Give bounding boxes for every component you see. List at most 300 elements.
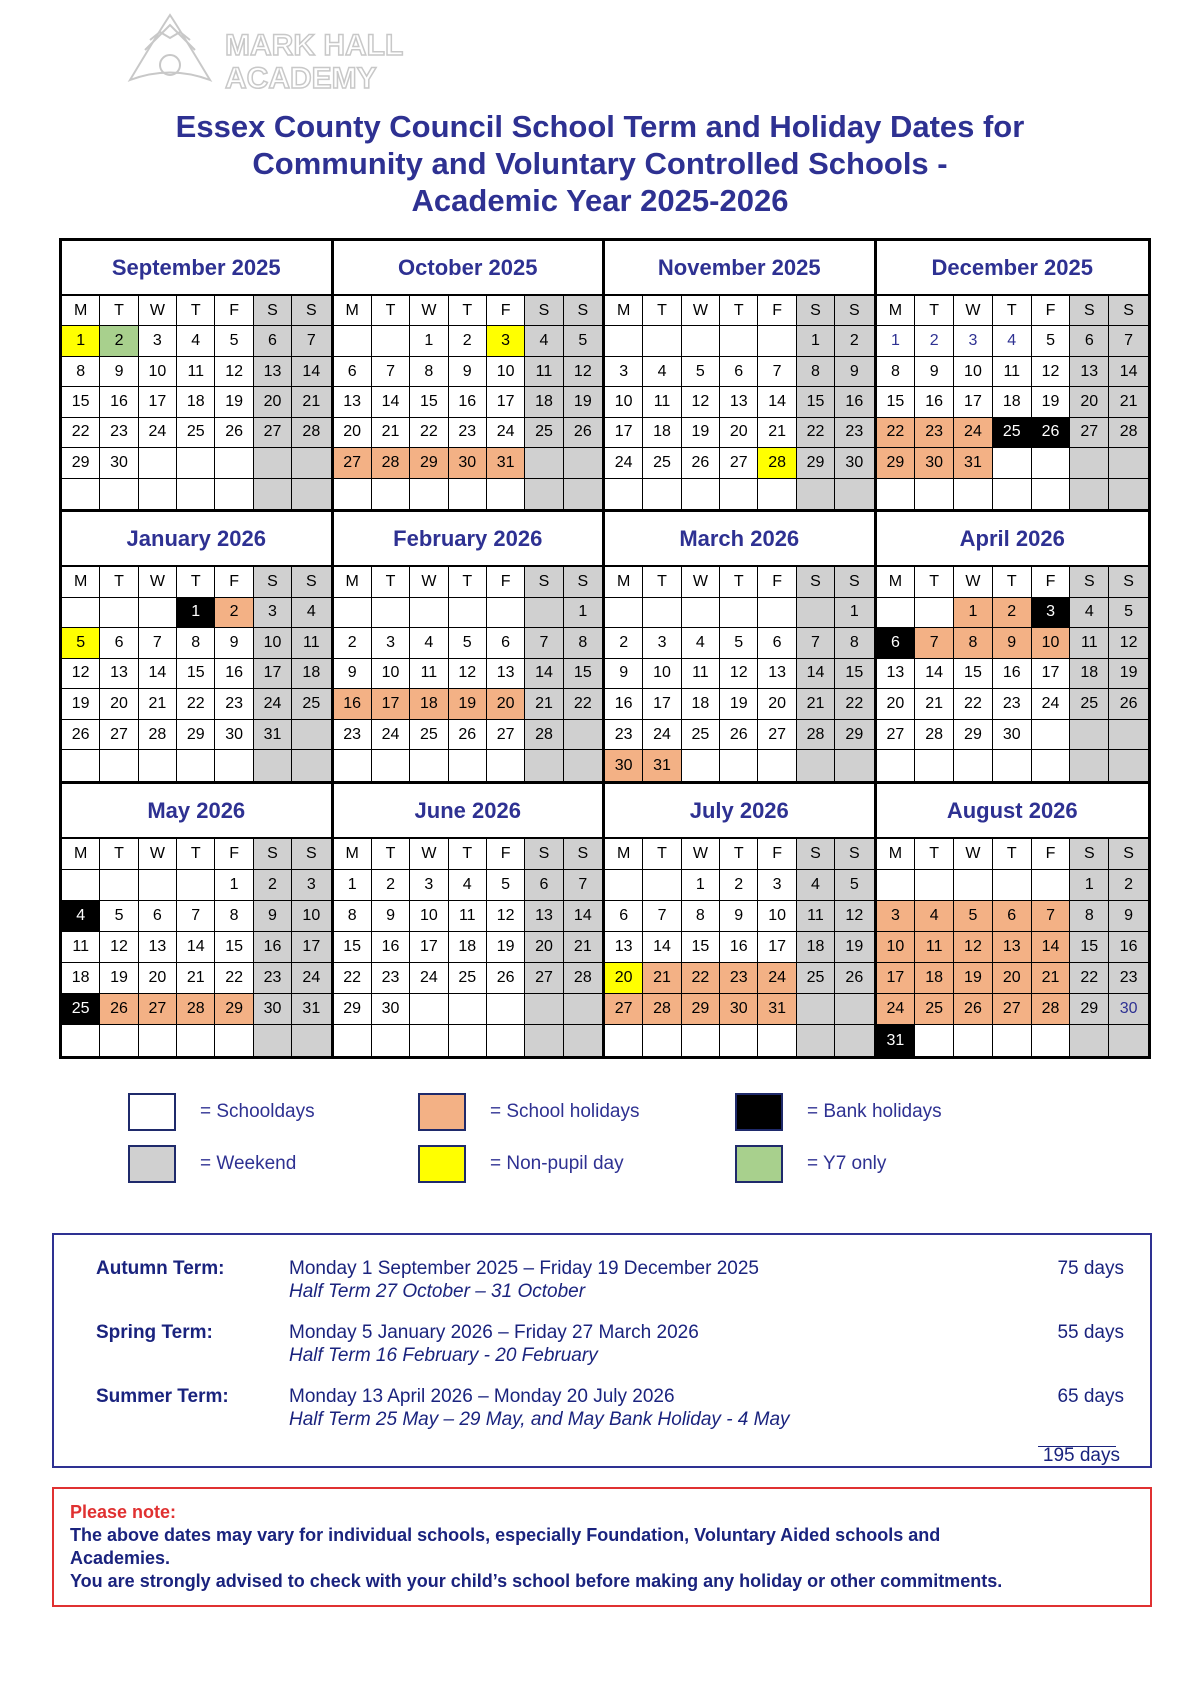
weekday-header: S bbox=[797, 567, 835, 598]
legend-label: = Non-pupil day bbox=[490, 1153, 624, 1174]
please-note-box bbox=[52, 1487, 1152, 1607]
day-cell: 25 bbox=[682, 720, 720, 751]
day-cell: 8 bbox=[564, 628, 602, 659]
note-line-2: Academies. bbox=[70, 1548, 171, 1568]
day-cell: 2 bbox=[720, 870, 758, 901]
empty-day-cell bbox=[643, 479, 681, 509]
weekday-header: T bbox=[449, 567, 487, 598]
empty-day-cell bbox=[487, 750, 525, 781]
empty-day-cell bbox=[100, 479, 138, 509]
day-cell: 10 bbox=[410, 901, 448, 932]
day-cell: 12 bbox=[100, 932, 138, 963]
day-cell: 7 bbox=[292, 326, 330, 356]
weekday-header: T bbox=[720, 567, 758, 598]
day-cell: 10 bbox=[254, 628, 292, 659]
day-cell: 25 bbox=[292, 689, 330, 720]
day-cell: 19 bbox=[954, 963, 993, 994]
empty-day-cell bbox=[564, 448, 602, 478]
term-half-term: Half Term 27 October – 31 October bbox=[289, 1281, 586, 1302]
day-cell: 13 bbox=[100, 659, 138, 690]
day-cell: 17 bbox=[877, 963, 916, 994]
day-cell: 7 bbox=[1109, 326, 1148, 356]
day-cell: 1 bbox=[215, 870, 253, 901]
day-cell: 25 bbox=[410, 720, 448, 751]
day-cell: 5 bbox=[835, 870, 873, 901]
day-cell: 29 bbox=[954, 720, 993, 751]
day-cell: 21 bbox=[564, 932, 602, 963]
month-september-2025 bbox=[62, 241, 334, 512]
day-cell: 20 bbox=[100, 689, 138, 720]
day-cell: 29 bbox=[410, 448, 448, 478]
day-cell: 27 bbox=[605, 994, 643, 1025]
empty-day-cell bbox=[993, 750, 1032, 781]
empty-day-cell bbox=[605, 870, 643, 901]
term-dates: Monday 13 April 2026 – Monday 20 July 2026 bbox=[289, 1386, 675, 1407]
weekday-header: M bbox=[62, 567, 100, 598]
day-cell: 28 bbox=[1109, 418, 1148, 448]
day-cell: 20 bbox=[720, 418, 758, 448]
weekday-header: S bbox=[835, 567, 873, 598]
empty-day-cell bbox=[797, 479, 835, 509]
day-cell: 24 bbox=[487, 418, 525, 448]
weekday-header: T bbox=[993, 296, 1032, 326]
day-cell: 31 bbox=[487, 448, 525, 478]
day-cell: 13 bbox=[334, 387, 372, 417]
weekday-header: S bbox=[292, 296, 330, 326]
calendar-grid bbox=[59, 238, 1151, 1059]
legend-label: = Y7 only bbox=[807, 1153, 887, 1174]
day-cell: 16 bbox=[993, 659, 1032, 690]
day-cell: 24 bbox=[877, 994, 916, 1025]
day-cell: 11 bbox=[449, 901, 487, 932]
empty-day-cell bbox=[292, 479, 330, 509]
day-cell: 21 bbox=[177, 963, 215, 994]
day-cell: 13 bbox=[525, 901, 563, 932]
day-cell: 9 bbox=[100, 357, 138, 387]
empty-day-cell bbox=[605, 1025, 643, 1056]
day-cell: 24 bbox=[292, 963, 330, 994]
weekday-header: M bbox=[334, 567, 372, 598]
weekday-header: S bbox=[1070, 296, 1109, 326]
weekday-header: M bbox=[605, 839, 643, 870]
day-cell: 13 bbox=[487, 659, 525, 690]
legend-label: = Weekend bbox=[200, 1153, 297, 1174]
empty-day-cell bbox=[1109, 720, 1148, 751]
day-cell: 12 bbox=[564, 357, 602, 387]
weekday-header: T bbox=[100, 296, 138, 326]
day-cell: 2 bbox=[449, 326, 487, 356]
day-cell: 23 bbox=[100, 418, 138, 448]
empty-day-cell bbox=[449, 750, 487, 781]
day-cell: 9 bbox=[215, 628, 253, 659]
day-cell: 5 bbox=[449, 628, 487, 659]
day-cell: 26 bbox=[835, 963, 873, 994]
empty-day-cell bbox=[334, 750, 372, 781]
day-cell: 11 bbox=[525, 357, 563, 387]
weekday-header: T bbox=[449, 296, 487, 326]
day-cell: 30 bbox=[993, 720, 1032, 751]
day-cell: 19 bbox=[835, 932, 873, 963]
day-cell: 14 bbox=[139, 659, 177, 690]
month-days bbox=[605, 839, 874, 1056]
day-cell: 9 bbox=[605, 659, 643, 690]
weekday-header: W bbox=[682, 296, 720, 326]
weekday-header: F bbox=[758, 567, 796, 598]
empty-day-cell bbox=[292, 448, 330, 478]
day-cell: 29 bbox=[835, 720, 873, 751]
day-cell: 21 bbox=[292, 387, 330, 417]
day-cell: 31 bbox=[292, 994, 330, 1025]
empty-day-cell bbox=[758, 479, 796, 509]
empty-day-cell bbox=[954, 750, 993, 781]
day-cell: 6 bbox=[877, 628, 916, 659]
day-cell: 12 bbox=[1032, 357, 1071, 387]
weekday-header: S bbox=[564, 296, 602, 326]
weekday-header: W bbox=[410, 567, 448, 598]
empty-day-cell bbox=[215, 479, 253, 509]
day-cell: 17 bbox=[1032, 659, 1071, 690]
empty-day-cell bbox=[410, 994, 448, 1025]
day-cell: 21 bbox=[915, 689, 954, 720]
day-cell: 20 bbox=[877, 689, 916, 720]
day-cell: 19 bbox=[564, 387, 602, 417]
weekday-header: W bbox=[954, 839, 993, 870]
empty-day-cell bbox=[372, 479, 410, 509]
day-cell: 22 bbox=[835, 689, 873, 720]
day-cell: 9 bbox=[254, 901, 292, 932]
empty-day-cell bbox=[564, 720, 602, 751]
note-heading: Please note: bbox=[70, 1502, 177, 1522]
empty-day-cell bbox=[139, 750, 177, 781]
term-name: Summer Term: bbox=[96, 1386, 229, 1407]
weekday-header: W bbox=[139, 296, 177, 326]
empty-day-cell bbox=[1070, 750, 1109, 781]
day-cell: 26 bbox=[682, 448, 720, 478]
empty-day-cell bbox=[177, 448, 215, 478]
weekday-header: W bbox=[410, 296, 448, 326]
weekday-header: M bbox=[605, 296, 643, 326]
empty-day-cell bbox=[993, 1025, 1032, 1056]
month-title: May 2026 bbox=[62, 784, 331, 839]
empty-day-cell bbox=[177, 479, 215, 509]
day-cell: 11 bbox=[797, 901, 835, 932]
weekday-header: F bbox=[758, 839, 796, 870]
day-cell: 22 bbox=[177, 689, 215, 720]
day-cell: 1 bbox=[682, 870, 720, 901]
day-cell: 10 bbox=[1032, 628, 1071, 659]
month-title: April 2026 bbox=[877, 512, 1149, 567]
day-cell: 6 bbox=[1070, 326, 1109, 356]
day-cell: 17 bbox=[487, 387, 525, 417]
day-cell: 3 bbox=[139, 326, 177, 356]
month-days bbox=[877, 296, 1149, 509]
day-cell: 5 bbox=[954, 901, 993, 932]
day-cell: 8 bbox=[215, 901, 253, 932]
day-cell: 14 bbox=[372, 387, 410, 417]
weekday-header: S bbox=[1070, 567, 1109, 598]
month-june-2026 bbox=[334, 784, 606, 1056]
empty-day-cell bbox=[758, 1025, 796, 1056]
day-cell: 23 bbox=[720, 963, 758, 994]
day-cell: 23 bbox=[835, 418, 873, 448]
empty-day-cell bbox=[1109, 750, 1148, 781]
day-cell: 5 bbox=[100, 901, 138, 932]
day-cell: 4 bbox=[643, 357, 681, 387]
month-days bbox=[334, 567, 603, 781]
day-cell: 25 bbox=[1070, 689, 1109, 720]
day-cell: 31 bbox=[954, 448, 993, 478]
weekday-header: T bbox=[993, 839, 1032, 870]
weekday-header: T bbox=[177, 296, 215, 326]
month-days bbox=[605, 567, 874, 781]
day-cell: 21 bbox=[643, 963, 681, 994]
day-cell: 16 bbox=[835, 387, 873, 417]
empty-day-cell bbox=[682, 326, 720, 356]
day-cell: 29 bbox=[1070, 994, 1109, 1025]
empty-day-cell bbox=[720, 326, 758, 356]
month-days bbox=[334, 296, 603, 509]
weekday-header: S bbox=[254, 839, 292, 870]
day-cell: 9 bbox=[915, 357, 954, 387]
term-days: 65 days bbox=[1057, 1386, 1124, 1407]
month-march-2026 bbox=[605, 512, 877, 784]
day-cell: 5 bbox=[62, 628, 100, 659]
weekday-header: M bbox=[62, 296, 100, 326]
day-cell: 7 bbox=[915, 628, 954, 659]
month-title: December 2025 bbox=[877, 241, 1149, 296]
weekday-header: F bbox=[487, 296, 525, 326]
day-cell: 1 bbox=[954, 598, 993, 629]
empty-day-cell bbox=[915, 750, 954, 781]
day-cell: 4 bbox=[177, 326, 215, 356]
day-cell: 7 bbox=[177, 901, 215, 932]
day-cell: 30 bbox=[449, 448, 487, 478]
day-cell: 28 bbox=[525, 720, 563, 751]
month-december-2025 bbox=[877, 241, 1149, 512]
day-cell: 28 bbox=[915, 720, 954, 751]
day-cell: 15 bbox=[215, 932, 253, 963]
empty-day-cell bbox=[564, 1025, 602, 1056]
month-title: September 2025 bbox=[62, 241, 331, 296]
day-cell: 27 bbox=[720, 448, 758, 478]
weekday-header: T bbox=[449, 839, 487, 870]
weekday-header: M bbox=[334, 296, 372, 326]
month-february-2026 bbox=[334, 512, 606, 784]
legend-item-school-holidays bbox=[418, 1093, 639, 1131]
empty-day-cell bbox=[877, 598, 916, 629]
day-cell: 24 bbox=[372, 720, 410, 751]
weekday-header: S bbox=[525, 567, 563, 598]
day-cell: 3 bbox=[372, 628, 410, 659]
svg-text:ACADEMY: ACADEMY bbox=[225, 62, 377, 95]
day-cell: 6 bbox=[525, 870, 563, 901]
day-cell: 27 bbox=[525, 963, 563, 994]
day-cell: 14 bbox=[1109, 357, 1148, 387]
weekday-header: S bbox=[525, 296, 563, 326]
day-cell: 28 bbox=[564, 963, 602, 994]
weekday-header: S bbox=[1109, 296, 1148, 326]
day-cell: 30 bbox=[605, 750, 643, 781]
empty-day-cell bbox=[487, 598, 525, 629]
day-cell: 22 bbox=[1070, 963, 1109, 994]
empty-day-cell bbox=[525, 994, 563, 1025]
empty-day-cell bbox=[334, 598, 372, 629]
day-cell: 17 bbox=[254, 659, 292, 690]
day-cell: 7 bbox=[758, 357, 796, 387]
academy-logo bbox=[120, 10, 450, 100]
day-cell: 23 bbox=[915, 418, 954, 448]
day-cell: 8 bbox=[797, 357, 835, 387]
weekday-header: W bbox=[410, 839, 448, 870]
empty-day-cell bbox=[372, 750, 410, 781]
day-cell: 6 bbox=[758, 628, 796, 659]
day-cell: 2 bbox=[993, 598, 1032, 629]
day-cell: 18 bbox=[993, 387, 1032, 417]
empty-day-cell bbox=[62, 598, 100, 629]
empty-day-cell bbox=[1032, 1025, 1071, 1056]
day-cell: 11 bbox=[62, 932, 100, 963]
empty-day-cell bbox=[372, 326, 410, 356]
day-cell: 25 bbox=[525, 418, 563, 448]
legend-swatch bbox=[418, 1093, 466, 1131]
day-cell: 27 bbox=[100, 720, 138, 751]
term-half-term: Half Term 16 February - 20 February bbox=[289, 1345, 598, 1366]
month-title: March 2026 bbox=[605, 512, 874, 567]
month-title: January 2026 bbox=[62, 512, 331, 567]
empty-day-cell bbox=[100, 870, 138, 901]
day-cell: 17 bbox=[758, 932, 796, 963]
day-cell: 10 bbox=[877, 932, 916, 963]
empty-day-cell bbox=[1032, 720, 1071, 751]
day-cell: 17 bbox=[643, 689, 681, 720]
day-cell: 20 bbox=[605, 963, 643, 994]
empty-day-cell bbox=[372, 1025, 410, 1056]
empty-day-cell bbox=[139, 598, 177, 629]
day-cell: 9 bbox=[449, 357, 487, 387]
empty-day-cell bbox=[1032, 479, 1071, 509]
empty-day-cell bbox=[410, 750, 448, 781]
weekday-header: F bbox=[758, 296, 796, 326]
day-cell: 30 bbox=[915, 448, 954, 478]
day-cell: 31 bbox=[643, 750, 681, 781]
day-cell: 7 bbox=[139, 628, 177, 659]
day-cell: 1 bbox=[877, 326, 916, 356]
day-cell: 8 bbox=[410, 357, 448, 387]
month-days bbox=[877, 839, 1149, 1056]
empty-day-cell bbox=[334, 1025, 372, 1056]
term-days: 75 days bbox=[1057, 1258, 1124, 1279]
empty-day-cell bbox=[605, 326, 643, 356]
day-cell: 22 bbox=[682, 963, 720, 994]
legend-item-y7-only bbox=[735, 1145, 886, 1183]
day-cell: 18 bbox=[410, 689, 448, 720]
day-cell: 10 bbox=[954, 357, 993, 387]
day-cell: 1 bbox=[177, 598, 215, 629]
empty-day-cell bbox=[100, 1025, 138, 1056]
empty-day-cell bbox=[215, 750, 253, 781]
weekday-header: T bbox=[915, 839, 954, 870]
day-cell: 13 bbox=[877, 659, 916, 690]
empty-day-cell bbox=[605, 598, 643, 629]
empty-day-cell bbox=[177, 870, 215, 901]
term-dates-box bbox=[52, 1233, 1152, 1468]
day-cell: 30 bbox=[254, 994, 292, 1025]
legend-swatch bbox=[735, 1145, 783, 1183]
empty-day-cell bbox=[797, 750, 835, 781]
day-cell: 23 bbox=[372, 963, 410, 994]
day-cell: 24 bbox=[254, 689, 292, 720]
day-cell: 18 bbox=[915, 963, 954, 994]
weekday-header: S bbox=[797, 296, 835, 326]
empty-day-cell bbox=[215, 1025, 253, 1056]
month-days bbox=[877, 567, 1149, 781]
day-cell: 15 bbox=[410, 387, 448, 417]
empty-day-cell bbox=[62, 1025, 100, 1056]
empty-day-cell bbox=[877, 750, 916, 781]
month-days bbox=[62, 296, 331, 509]
empty-day-cell bbox=[682, 750, 720, 781]
day-cell: 8 bbox=[682, 901, 720, 932]
empty-day-cell bbox=[643, 1025, 681, 1056]
day-cell: 2 bbox=[835, 326, 873, 356]
day-cell: 16 bbox=[100, 387, 138, 417]
day-cell: 16 bbox=[449, 387, 487, 417]
day-cell: 10 bbox=[487, 357, 525, 387]
weekday-header: F bbox=[1032, 296, 1071, 326]
empty-day-cell bbox=[720, 598, 758, 629]
day-cell: 3 bbox=[1032, 598, 1071, 629]
weekday-header: F bbox=[215, 839, 253, 870]
empty-day-cell bbox=[720, 479, 758, 509]
empty-day-cell bbox=[682, 479, 720, 509]
month-april-2026 bbox=[877, 512, 1149, 784]
month-days bbox=[62, 567, 331, 781]
day-cell: 23 bbox=[1109, 963, 1148, 994]
empty-day-cell bbox=[139, 870, 177, 901]
empty-day-cell bbox=[525, 750, 563, 781]
day-cell: 23 bbox=[993, 689, 1032, 720]
empty-day-cell bbox=[835, 479, 873, 509]
day-cell: 18 bbox=[62, 963, 100, 994]
day-cell: 27 bbox=[877, 720, 916, 751]
empty-day-cell bbox=[1032, 870, 1071, 901]
month-january-2026 bbox=[62, 512, 334, 784]
weekday-header: M bbox=[877, 296, 916, 326]
month-title: June 2026 bbox=[334, 784, 603, 839]
empty-day-cell bbox=[564, 750, 602, 781]
weekday-header: M bbox=[62, 839, 100, 870]
day-cell: 24 bbox=[139, 418, 177, 448]
day-cell: 13 bbox=[605, 932, 643, 963]
day-cell: 2 bbox=[605, 628, 643, 659]
weekday-header: T bbox=[372, 296, 410, 326]
day-cell: 10 bbox=[605, 387, 643, 417]
day-cell: 26 bbox=[1109, 689, 1148, 720]
empty-day-cell bbox=[525, 448, 563, 478]
day-cell: 3 bbox=[254, 598, 292, 629]
weekday-header: S bbox=[1070, 839, 1109, 870]
day-cell: 2 bbox=[100, 326, 138, 356]
day-cell: 17 bbox=[410, 932, 448, 963]
empty-day-cell bbox=[564, 994, 602, 1025]
empty-day-cell bbox=[62, 870, 100, 901]
day-cell: 1 bbox=[62, 326, 100, 356]
month-days bbox=[334, 839, 603, 1056]
day-cell: 4 bbox=[915, 901, 954, 932]
day-cell: 29 bbox=[682, 994, 720, 1025]
day-cell: 23 bbox=[334, 720, 372, 751]
day-cell: 3 bbox=[410, 870, 448, 901]
